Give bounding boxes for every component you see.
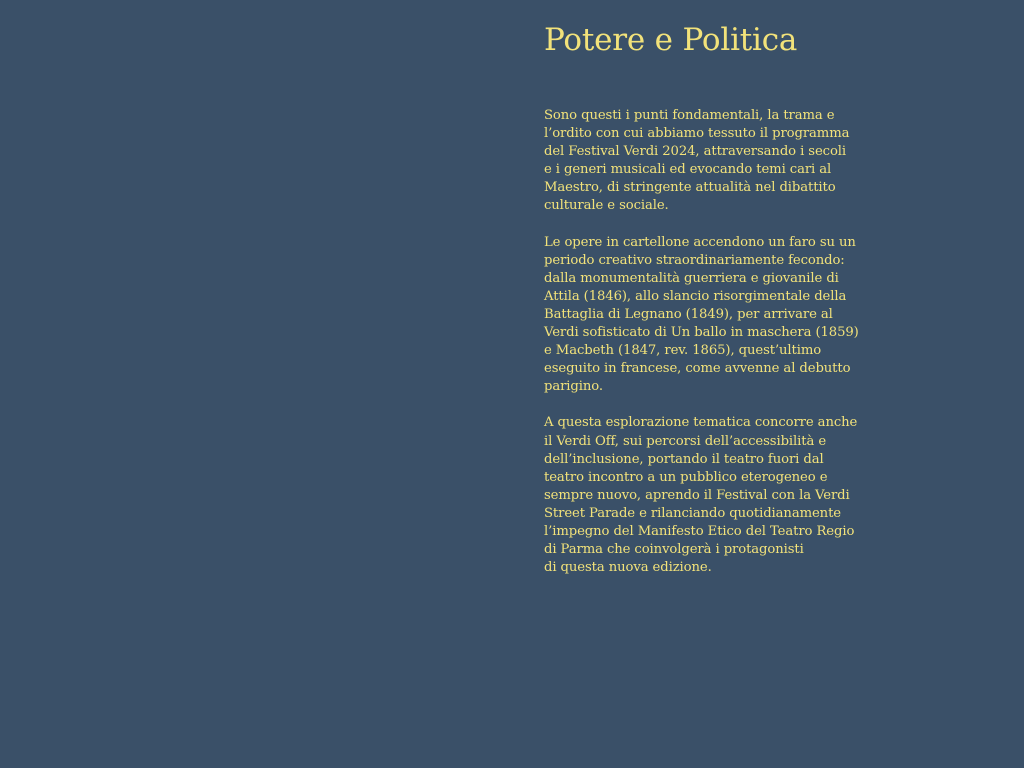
paragraph-operas: Le opere in cartellone accendono un faro su un periodo creativo straordinariamente fecondo: dalla monumentalità guerriera e giovanile di Attila (1846), allo slancio risorgimentale della Battaglia di Legnano (1849), per arrivare al Verdi sofisticato di Un ballo in maschera (1859) e Macbeth (1847, rev. 1865), quest’ultimo eseguito in francese, come avvenne al debutto parigino.	[544, 234, 859, 395]
paragraph-verdi-off: A questa esplorazione tematica concorre anche il Verdi Off, sui percorsi dell’accessibilità e dell’inclusione, portando il teatro fuori dal teatro incontro a un pubblico eterogeneo e sempre nuovo, aprendo il Festival con la Verdi Street Parade e rilanciando quotidianamente l’impegno del Manifesto Etico del Teatro Regio di Parma che coinvolgerà i protagonisti di questa nuova edizione.	[544, 415, 858, 576]
text-column	[544, 20, 924, 595]
page-title: Potere e Politica	[544, 22, 798, 58]
paragraph-intro: Sono questi i punti fondamentali, la trama e l’ordito con cui abbiamo tessuto il programma del Festival Verdi 2024, attraversando i secoli e i generi musicali ed evocando temi cari al Maestro, di stringente attualità nel dibattito culturale e sociale.	[544, 108, 850, 214]
